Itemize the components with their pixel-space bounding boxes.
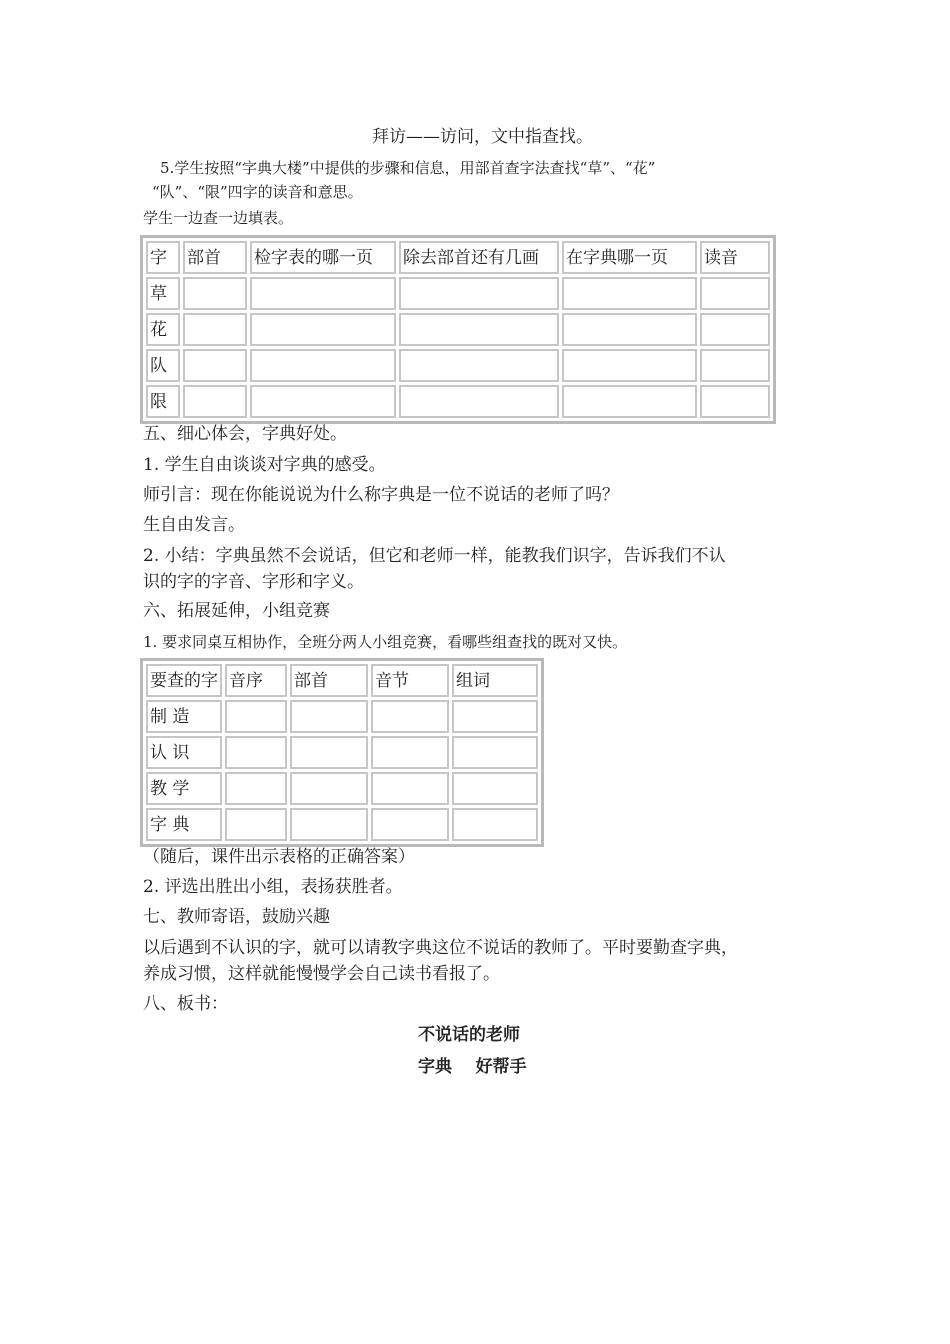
text-line-17: 养成习惯，这样就能慢慢学会自己读书看报了。 bbox=[143, 964, 500, 984]
table-row bbox=[146, 277, 770, 310]
blank-cell bbox=[225, 772, 287, 805]
blank-cell bbox=[183, 277, 247, 310]
table-header-row bbox=[146, 241, 770, 274]
blank-cell bbox=[183, 313, 247, 346]
text-line-9: 2. 小结：字典虽然不会说话，但它和老师一样，能教我们识字，告诉我们不认 bbox=[143, 546, 726, 566]
text-line-3: “队”、“限”四字的读音和意思。 bbox=[152, 183, 363, 201]
blank-cell bbox=[399, 277, 559, 310]
blank-cell bbox=[452, 772, 538, 805]
blank-cell bbox=[225, 808, 287, 841]
blank-cell bbox=[290, 700, 368, 733]
table-row bbox=[146, 736, 538, 769]
blank-cell bbox=[399, 313, 559, 346]
header-cell: 部首 bbox=[290, 664, 368, 697]
text-line-16: 以后遇到不认识的字，就可以请教字典这位不说话的教师了。平时要勤查字典， bbox=[143, 938, 738, 958]
header-cell: 要查的字 bbox=[146, 664, 222, 697]
table-row bbox=[146, 313, 770, 346]
board-subtitle: 字典 好帮手 bbox=[418, 1057, 527, 1077]
header-cell: 音节 bbox=[371, 664, 449, 697]
text-line-14: 2. 评选出胜出小组，表扬获胜者。 bbox=[143, 877, 403, 897]
header-cell: 除去部首还有几画 bbox=[399, 241, 559, 274]
board-title: 不说话的老师 bbox=[418, 1025, 520, 1045]
lookup-table-2 bbox=[140, 658, 544, 847]
header-cell: 在字典哪一页 bbox=[562, 241, 697, 274]
header-cell: 音序 bbox=[225, 664, 287, 697]
header-cell: 检字表的哪一页 bbox=[250, 241, 396, 274]
text-line-6: 1. 学生自由谈谈对字典的感受。 bbox=[143, 455, 386, 475]
text-line-8: 生自由发言。 bbox=[143, 515, 245, 535]
row-label-cell: 制 造 bbox=[146, 700, 222, 733]
header-cell: 字 bbox=[146, 241, 180, 274]
row-label-cell: 花 bbox=[146, 313, 180, 346]
row-label-cell: 限 bbox=[146, 385, 180, 418]
table-header-row bbox=[146, 664, 538, 697]
blank-cell bbox=[399, 385, 559, 418]
blank-cell bbox=[371, 808, 449, 841]
lookup-table-1 bbox=[140, 235, 776, 424]
text-line-11: 六、拓展延伸，小组竞赛 bbox=[143, 601, 330, 621]
blank-cell bbox=[225, 700, 287, 733]
blank-cell bbox=[700, 385, 770, 418]
blank-cell bbox=[250, 277, 396, 310]
blank-cell bbox=[700, 349, 770, 382]
blank-cell bbox=[250, 349, 396, 382]
text-line-4: 学生一边查一边填表。 bbox=[143, 209, 294, 227]
table-row bbox=[146, 772, 538, 805]
blank-cell bbox=[452, 736, 538, 769]
row-label-cell: 字 典 bbox=[146, 808, 222, 841]
row-label-cell: 队 bbox=[146, 349, 180, 382]
blank-cell bbox=[371, 736, 449, 769]
blank-cell bbox=[562, 277, 697, 310]
text-line-15: 七、教师寄语，鼓励兴趣 bbox=[143, 907, 330, 927]
blank-cell bbox=[452, 808, 538, 841]
blank-cell bbox=[452, 700, 538, 733]
blank-cell bbox=[183, 349, 247, 382]
text-line-18: 八、板书： bbox=[143, 994, 228, 1014]
blank-cell bbox=[250, 385, 396, 418]
blank-cell bbox=[183, 385, 247, 418]
table-row bbox=[146, 385, 770, 418]
text-line-10: 识的字的字音、字形和字义。 bbox=[143, 572, 364, 592]
header-cell: 组词 bbox=[452, 664, 538, 697]
blank-cell bbox=[250, 313, 396, 346]
blank-cell bbox=[700, 313, 770, 346]
row-label-cell: 认 识 bbox=[146, 736, 222, 769]
text-line-1: 拜访——访问，文中指查找。 bbox=[372, 127, 593, 147]
blank-cell bbox=[371, 772, 449, 805]
blank-cell bbox=[290, 772, 368, 805]
blank-cell bbox=[562, 349, 697, 382]
row-label-cell: 草 bbox=[146, 277, 180, 310]
text-line-2: 5.学生按照“字典大楼”中提供的步骤和信息，用部首查字法查找“草”、“花” bbox=[160, 159, 656, 177]
row-label-cell: 教 学 bbox=[146, 772, 222, 805]
text-line-5: 五、细心体会，字典好处。 bbox=[143, 424, 347, 444]
blank-cell bbox=[562, 385, 697, 418]
table-row bbox=[146, 700, 538, 733]
blank-cell bbox=[700, 277, 770, 310]
header-cell: 部首 bbox=[183, 241, 247, 274]
blank-cell bbox=[290, 736, 368, 769]
text-line-7: 师引言：现在你能说说为什么称字典是一位不说话的老师了吗？ bbox=[143, 485, 619, 505]
blank-cell bbox=[290, 808, 368, 841]
text-line-12: 1. 要求同桌互相协作，全班分两人小组竞赛，看哪些组查找的既对又快。 bbox=[143, 633, 628, 651]
text-line-13: （随后，课件出示表格的正确答案） bbox=[143, 847, 415, 867]
blank-cell bbox=[399, 349, 559, 382]
blank-cell bbox=[371, 700, 449, 733]
table-row bbox=[146, 349, 770, 382]
blank-cell bbox=[562, 313, 697, 346]
header-cell: 读音 bbox=[700, 241, 770, 274]
table-row bbox=[146, 808, 538, 841]
blank-cell bbox=[225, 736, 287, 769]
